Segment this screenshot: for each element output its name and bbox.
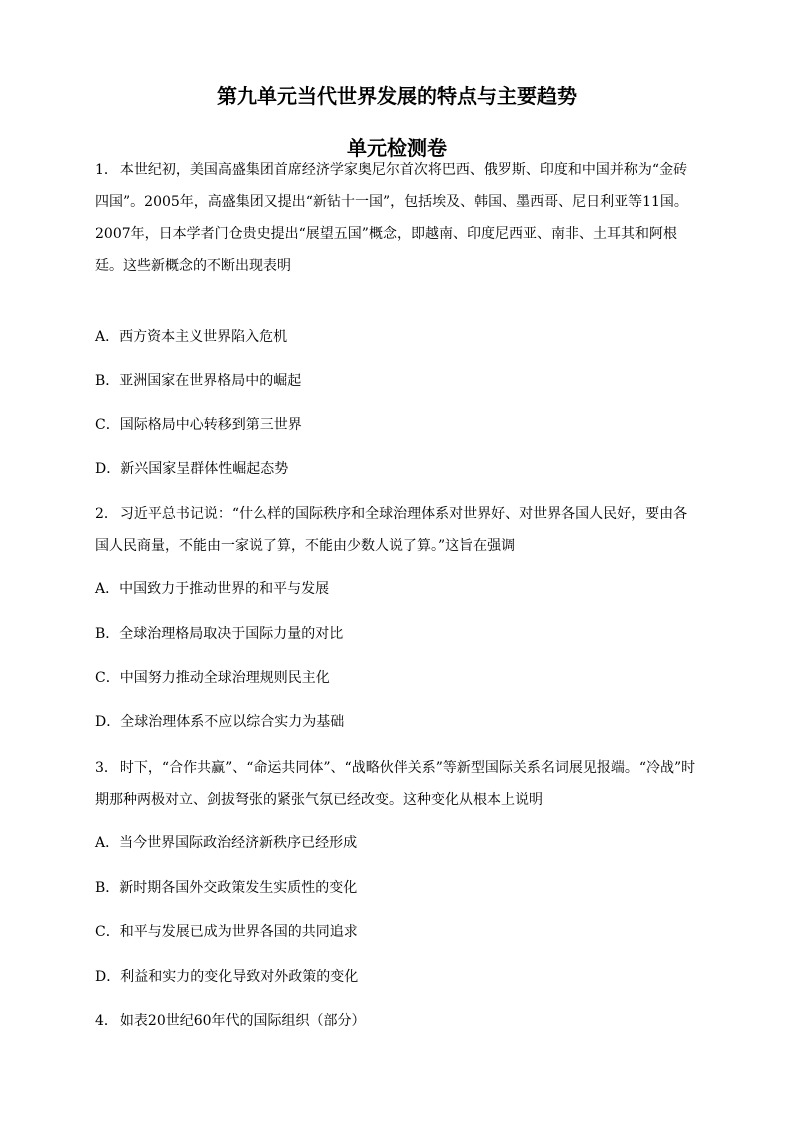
question-3-stem [95,752,699,816]
question-1-option-a: A．西方资本主义世界陷入危机 [95,329,288,345]
question-4-stem [95,1005,699,1037]
question-1-stem [95,154,699,282]
question-4-text: 如表20世纪60年代的国际组织（部分） [119,1013,366,1029]
question-4-number: 4． [95,1013,118,1029]
question-2-number: 2． [95,506,118,522]
question-2-stem [95,498,699,562]
question-2-option-b: B．全球治理格局取决于国际力量的对比 [95,626,344,642]
document-subtitle: 单元检测卷 [347,136,447,160]
question-3-text: 时下，“合作共赢”、“命运共同体”、“战略伙伴关系”等新型国际关系名词展见报端。“冷战”时期那种两极对立、剑拔弩张的紧张气氛已经改变。这种变化从根本上说明 [95,760,696,808]
question-1-option-d: D．新兴国家呈群体性崛起态势 [95,461,289,477]
question-2-option-d: D．全球治理体系不应以综合实力为基础 [95,714,345,730]
question-1-option-b: B．亚洲国家在世界格局中的崛起 [95,373,302,389]
question-3-option-a: A．当今世界国际政治经济新秩序已经形成 [95,835,358,851]
question-2-text: 习近平总书记说：“什么样的国际秩序和全球治理体系对世界好、对世界各国人民好，要由各国人民商量，不能由一家说了算，不能由少数人说了算。”这旨在强调 [95,506,688,554]
question-3-number: 3． [95,760,118,776]
question-3-option-b: B．新时期各国外交政策发生实质性的变化 [95,880,358,896]
question-2-option-c: C．中国努力推动全球治理规则民主化 [95,670,330,686]
question-1-number: 1． [95,162,118,178]
question-1-text: 本世纪初，美国高盛集团首席经济学家奥尼尔首次将巴西、俄罗斯、印度和中国并称为“金砖四国”。2005年，高盛集团又提出“新钻十一国”，包括埃及、韩国、墨西哥、尼日利亚等11国。2007年，日本学者门仓贵史提出“展望五国”概念，即越南、印度尼西亚、南非、土耳其和阿根廷。这些新概念的不断出现表明 [95,162,688,274]
document-title: 第九单元当代世界发展的特点与主要趋势 [217,84,577,108]
question-2-option-a: A．中国致力于推动世界的和平与发展 [95,581,330,597]
question-3-option-c: C．和平与发展已成为世界各国的共同追求 [95,924,358,940]
question-1-option-c: C．国际格局中心转移到第三世界 [95,417,302,433]
question-3-option-d: D．利益和实力的变化导致对外政策的变化 [95,969,359,985]
